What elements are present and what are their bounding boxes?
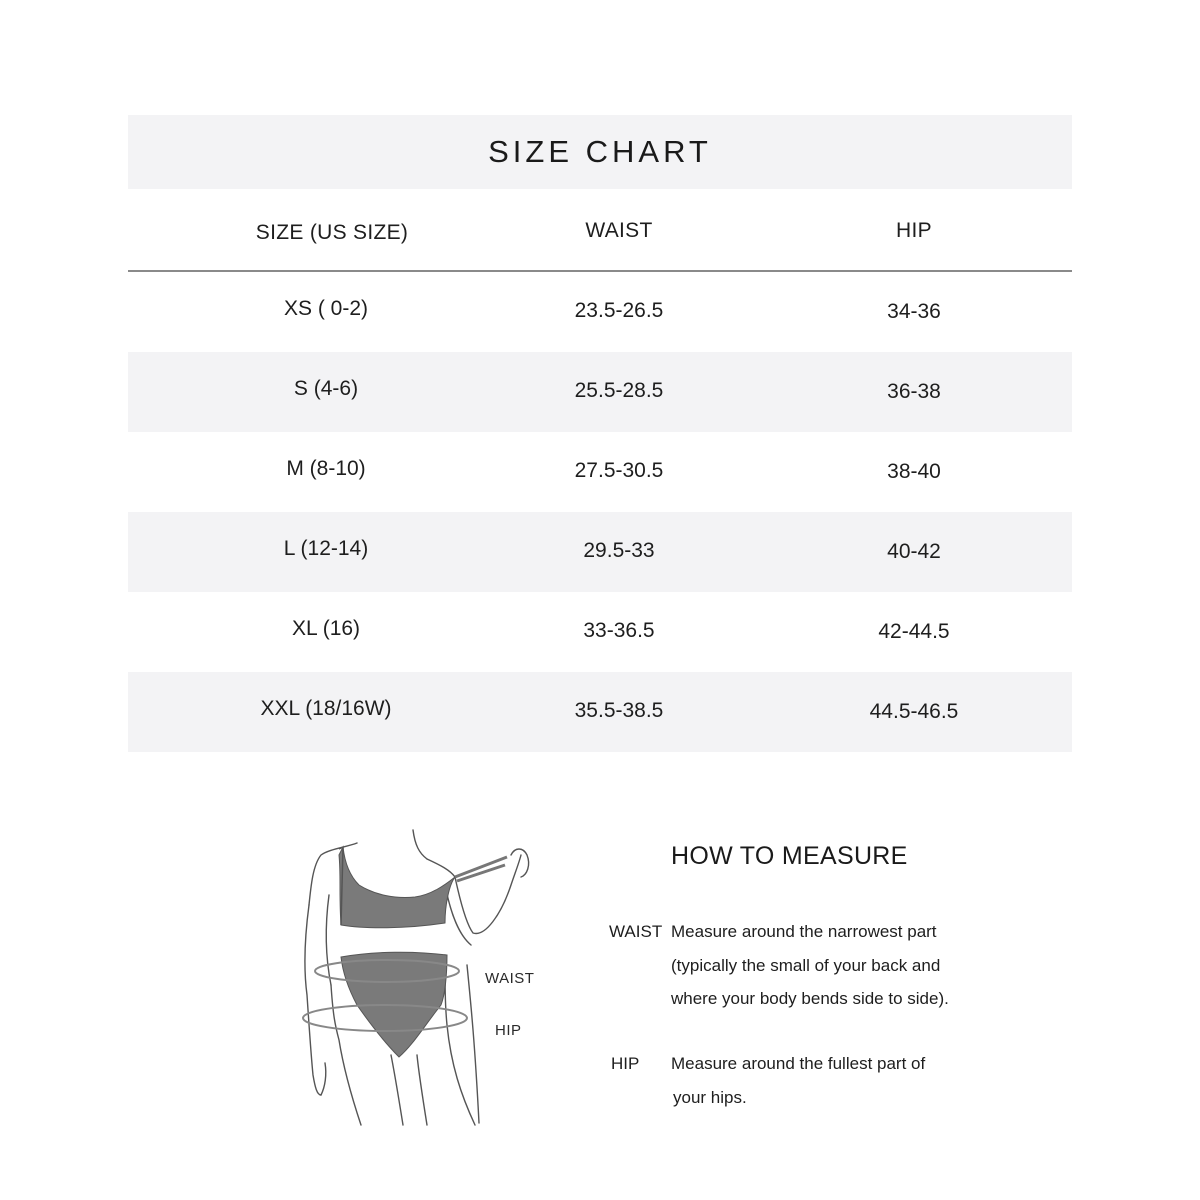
hip-desc-line: Measure around the fullest part of [671,1054,926,1073]
waist-term: WAIST [609,922,663,941]
table-header [128,189,1072,272]
hip-term: HIP [611,1054,640,1073]
figure-waist-label: WAIST [485,970,535,987]
waist-desc-line: (typically the small of your back and [671,956,941,975]
table-row [128,432,1072,512]
waist-cell: 29.5-33 [583,539,655,562]
size-cell: XL (16) [291,617,361,640]
waist-cell: 25.5-28.5 [574,379,664,402]
size-cell: M (8-10) [286,457,366,480]
size-table [128,189,1072,752]
waist-cell: 27.5-30.5 [574,459,664,482]
hip-cell: 40-42 [887,540,941,563]
header-hip: HIP [896,219,932,242]
header-waist: WAIST [585,219,653,242]
hip-cell: 38-40 [887,460,941,483]
table-row [128,352,1072,432]
hip-desc-line: your hips. [673,1088,747,1107]
page-title: SIZE CHART [488,134,712,169]
size-cell: XXL (18/16W) [260,697,392,720]
how-to-measure-title: HOW TO MEASURE [671,842,908,870]
table-row [128,592,1072,672]
hip-cell: 42-44.5 [878,620,950,643]
waist-cell: 23.5-26.5 [574,299,664,322]
bra-shape [339,847,455,928]
waist-cell: 35.5-38.5 [574,699,664,722]
body-illustration [295,825,545,1130]
size-cell: XS ( 0-2) [283,297,369,320]
table-row [128,672,1072,752]
hip-cell: 36-38 [887,380,941,403]
header-size: SIZE (US SIZE) [255,221,409,244]
table-row [128,272,1072,352]
waist-desc-line: where your body bends side to side). [671,989,949,1008]
hip-cell: 44.5-46.5 [869,700,959,723]
table-row [128,512,1072,592]
waist-desc-line: Measure around the narrowest part [671,922,937,941]
title-bar [128,115,1072,189]
size-cell: S (4-6) [293,377,359,400]
figure-hip-label: HIP [495,1022,522,1039]
size-cell: L (12-14) [283,537,369,560]
waist-cell: 33-36.5 [583,619,655,642]
hip-cell: 34-36 [887,300,941,323]
